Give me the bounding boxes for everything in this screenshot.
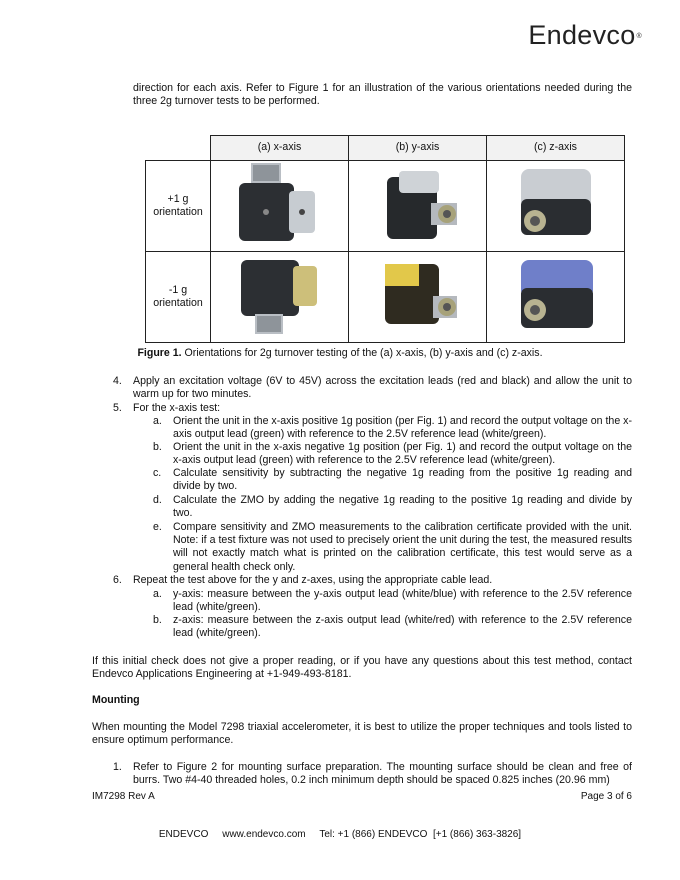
intro-paragraph: direction for each axis. Refer to Figure 1 for an illustration of the various orientations needed during the three 2g turnover tests to be performed.: [133, 82, 632, 108]
substep-letter: d.: [153, 494, 162, 506]
substep-letter: a.: [153, 588, 162, 600]
step-4: Apply an excitation voltage (6V to 45V) across the excitation leads (red and black) and allow the unit to warm up for two minutes.: [133, 375, 632, 401]
figure-1-table: [145, 135, 625, 343]
step-5: For the x-axis test:: [133, 402, 221, 414]
photo-y-axis-plus-1g: [349, 161, 487, 252]
substep-letter: e.: [153, 521, 162, 533]
step-6: Repeat the test above for the y and z-axes, using the appropriate cable lead.: [133, 574, 493, 586]
page-number: Page 3 of 6: [580, 791, 632, 802]
photo-y-axis-minus-1g: [349, 252, 487, 343]
mounting-heading: Mounting: [92, 694, 140, 706]
photo-x-axis-minus-1g: [211, 252, 349, 343]
row-label-plus-1g: +1 g orientation: [146, 161, 211, 252]
mounting-step-1: Refer to Figure 2 for mounting surface preparation. The mounting surface should be clean and free of burrs. Two #4-40 threaded holes, 0.2 inch minimum depth should be spaced 0.825 inches (20.96 mm): [133, 761, 632, 787]
endevco-logo: Endevco®: [528, 20, 642, 50]
step-number: 5.: [113, 402, 122, 414]
mounting-paragraph: When mounting the Model 7298 triaxial accelerometer, it is best to utilize the proper techniques and tools listed to ensure optimum performance.: [92, 721, 632, 747]
photo-x-axis-plus-1g: [211, 161, 349, 252]
step-6a: y-axis: measure between the y-axis output lead (white/blue) with reference to the 2.5V reference lead (white/green).: [173, 588, 632, 614]
column-header-z-axis: (c) z-axis: [487, 136, 625, 161]
substep-letter: b.: [153, 614, 162, 626]
substep-letter: c.: [153, 467, 162, 479]
step-5e: Compare sensitivity and ZMO measurements to the calibration certificate provided with the unit. Note: if a test fixture was not used to precisely orient the unit during the test, the measured results will not exactly match what is printed on the calibration certificate, this test would serve as a general health check only.: [173, 521, 632, 573]
column-header-y-axis: (b) y-axis: [349, 136, 487, 161]
substep-letter: b.: [153, 441, 162, 453]
step-5d: Calculate the ZMO by adding the negative 1g reading to the positive 1g reading and divide by two.: [173, 494, 632, 520]
figure-1-caption: Figure 1. Orientations for 2g turnover testing of the (a) x-axis, (b) y-axis and (c) z-axis.: [137, 347, 543, 359]
step-number: 1.: [113, 761, 122, 773]
column-header-x-axis: (a) x-axis: [211, 136, 349, 161]
step-number: 6.: [113, 574, 122, 586]
step-6b: z-axis: measure between the z-axis output lead (white/red) with reference to the 2.5V reference lead (white/green).: [173, 614, 632, 640]
step-5b: Orient the unit in the x-axis negative 1g position (per Fig. 1) and record the output voltage on the x-axis output lead (green) with reference to the 2.5V reference lead (white/green).: [173, 441, 632, 467]
step-5a: Orient the unit in the x-axis positive 1g position (per Fig. 1) and record the output voltage on the x-axis output lead (green) with reference to the 2.5V reference lead (white/green).: [173, 415, 632, 441]
step-number: 4.: [113, 375, 122, 387]
substep-letter: a.: [153, 415, 162, 427]
contact-paragraph: If this initial check does not give a proper reading, or if you have any questions about this test method, contact Endevco Applications Engineering at +1-949-493-8181.: [92, 655, 632, 681]
contact-footer: ENDEVCO www.endevco.com Tel: +1 (866) ENDEVCO [+1 (866) 363-3826]: [158, 829, 522, 840]
photo-z-axis-plus-1g: [487, 161, 625, 252]
step-5c: Calculate sensitivity by subtracting the negative 1g reading from the positive 1g reading and divide by two.: [173, 467, 632, 493]
registered-mark: ®: [636, 33, 642, 40]
photo-z-axis-minus-1g: [487, 252, 625, 343]
row-label-minus-1g: -1 g orientation: [146, 252, 211, 343]
document-revision: IM7298 Rev A: [92, 791, 155, 802]
